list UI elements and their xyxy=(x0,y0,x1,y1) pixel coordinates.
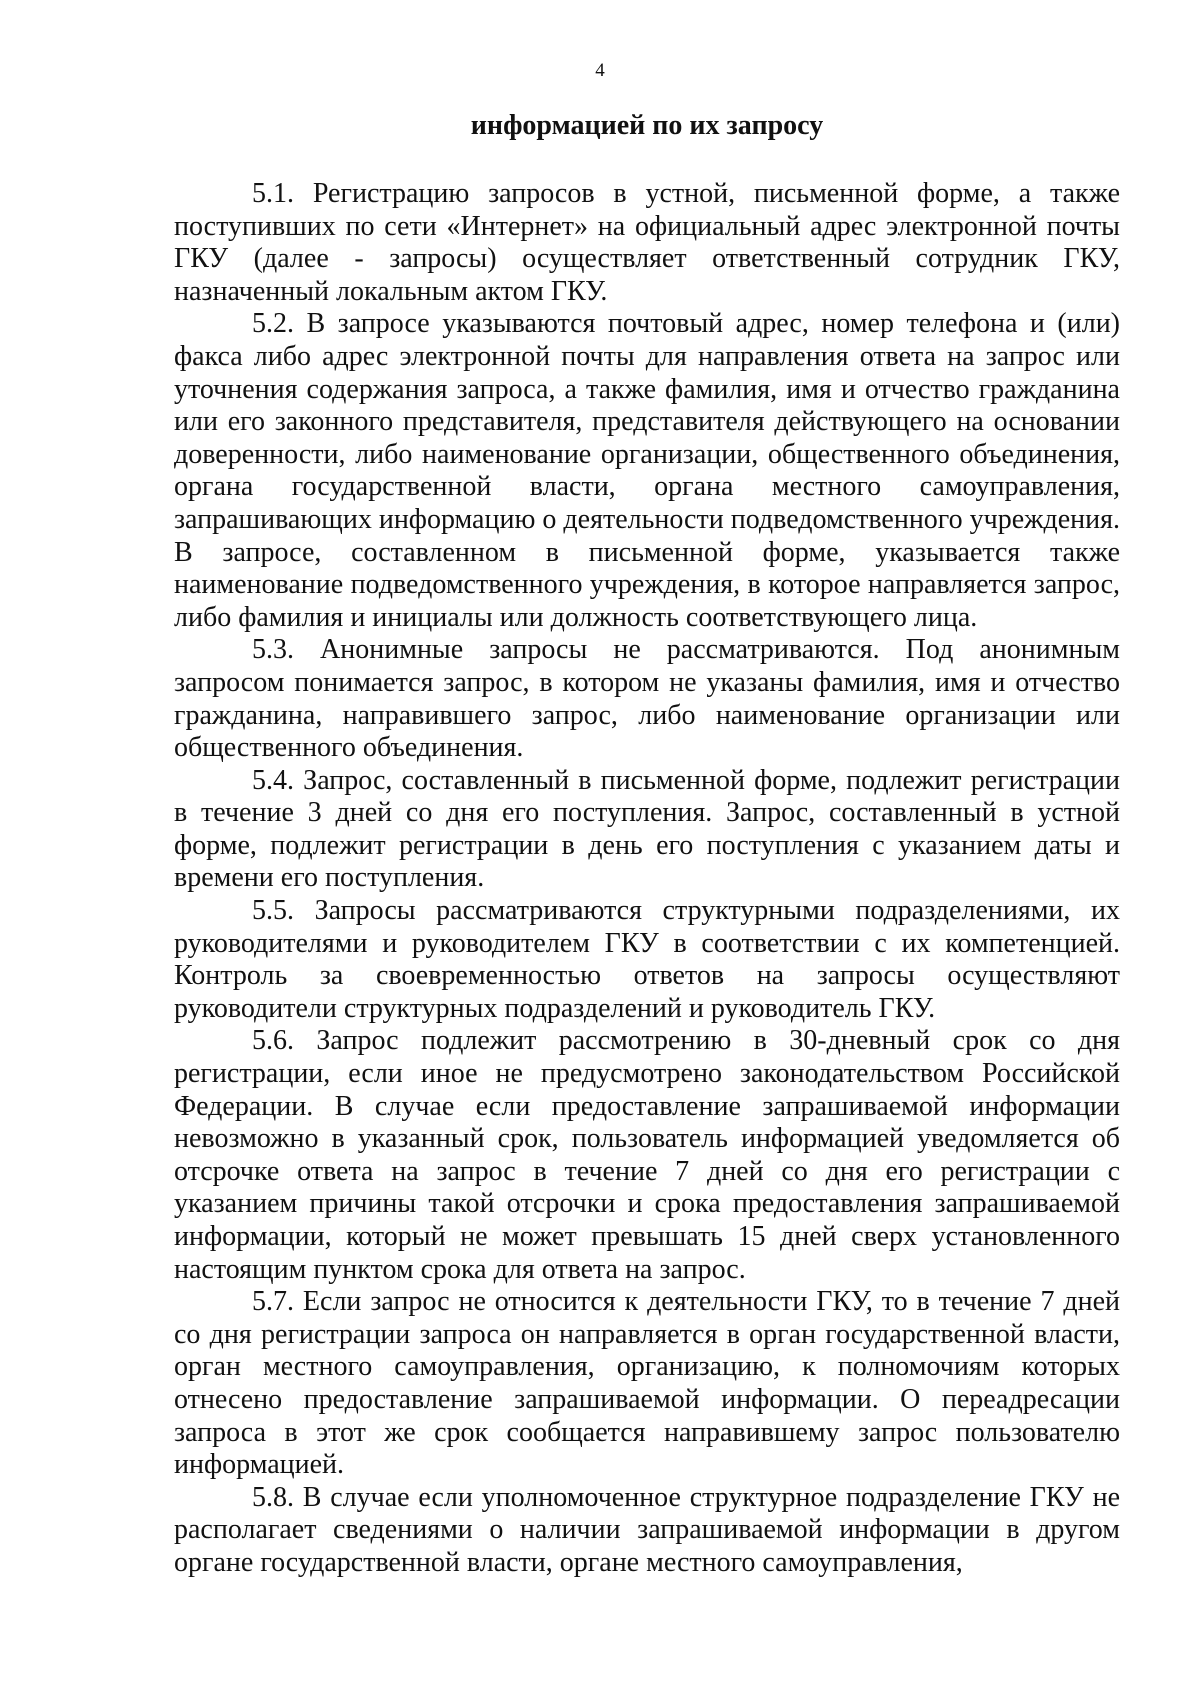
paragraph-5-4: 5.4. Запрос, составленный в письменной форме, подлежит регистрации в течение 3 дней со дня его поступления. Запрос, составленный в устной форме, подлежит регистрации в день его поступления с указанием даты и времени его поступления. xyxy=(174,764,1120,894)
paragraph-5-2: 5.2. В запросе указываются почтовый адрес, номер телефона и (или) факса либо адрес электронной почты для направления ответа на запрос или уточнения содержания запроса, а также фамилия, имя и отчество гражданина или его законного представителя, представителя действующего на основании доверенности, либо наименование организации, общественного объединения, органа государственной власти, органа местного самоуправления, запрашивающих информацию о деятельности подведомственного учреждения. В запросе, составленном в письменной форме, указывается также наименование подведомственного учреждения, в которое направляется запрос, либо фамилия и инициалы или должность соответствующего лица. xyxy=(174,308,1120,633)
section-heading: информацией по их запросу xyxy=(470,110,824,141)
page-number: 4 xyxy=(595,60,605,81)
paragraph-5-6: 5.6. Запрос подлежит рассмотрению в 30-дневный срок со дня регистрации, если иное не предусмотрено законодательством Российской Федерации. В случае если предоставление запрашиваемой информации невозможно в указанный срок, пользователь информацией уведомляется об отсрочке ответа на запрос в течение 7 дней со дня его регистрации с указанием причины такой отсрочки и срока предоставления запрашиваемой информации, который не может превышать 15 дней сверх установленного настоящим пунктом срока для ответа на запрос. xyxy=(174,1025,1120,1285)
paragraph-5-3: 5.3. Анонимные запросы не рассматриваются. Под анонимным запросом понимается запрос, в котором не указаны фамилия, имя и отчество гражданина, направившего запрос, либо наименование организации или общественного объединения. xyxy=(174,634,1120,764)
paragraph-5-7: 5.7. Если запрос не относится к деятельности ГКУ, то в течение 7 дней со дня регистрации запроса он направляется в орган государственной власти, орган местного самоуправления, организацию, к полномочиям которых отнесено предоставление запрашиваемой информации. О переадресации запроса в этот же срок сообщается направившему запрос пользователю информацией. xyxy=(174,1286,1120,1481)
paragraph-5-5: 5.5. Запросы рассматриваются структурными подразделениями, их руководителями и руководителем ГКУ в соответствии с их компетенцией. Контроль за своевременностью ответов на запросы осуществляют руководители структурных подразделений и руководитель ГКУ. xyxy=(174,895,1120,1024)
paragraph-5-1: 5.1. Регистрацию запросов в устной, письменной форме, а также поступивших по сети «Интернет» на официальный адрес электронной почты ГКУ (далее - запросы) осуществляет ответственный сотрудник ГКУ, назначенный локальным актом ГКУ. xyxy=(174,178,1120,307)
paragraph-5-8: 5.8. В случае если уполномоченное структурное подразделение ГКУ не располагает сведениями о наличии запрашиваемой информации в другом органе государственной власти, органе местного самоуправления, xyxy=(174,1481,1120,1578)
body-text xyxy=(174,178,1120,1580)
